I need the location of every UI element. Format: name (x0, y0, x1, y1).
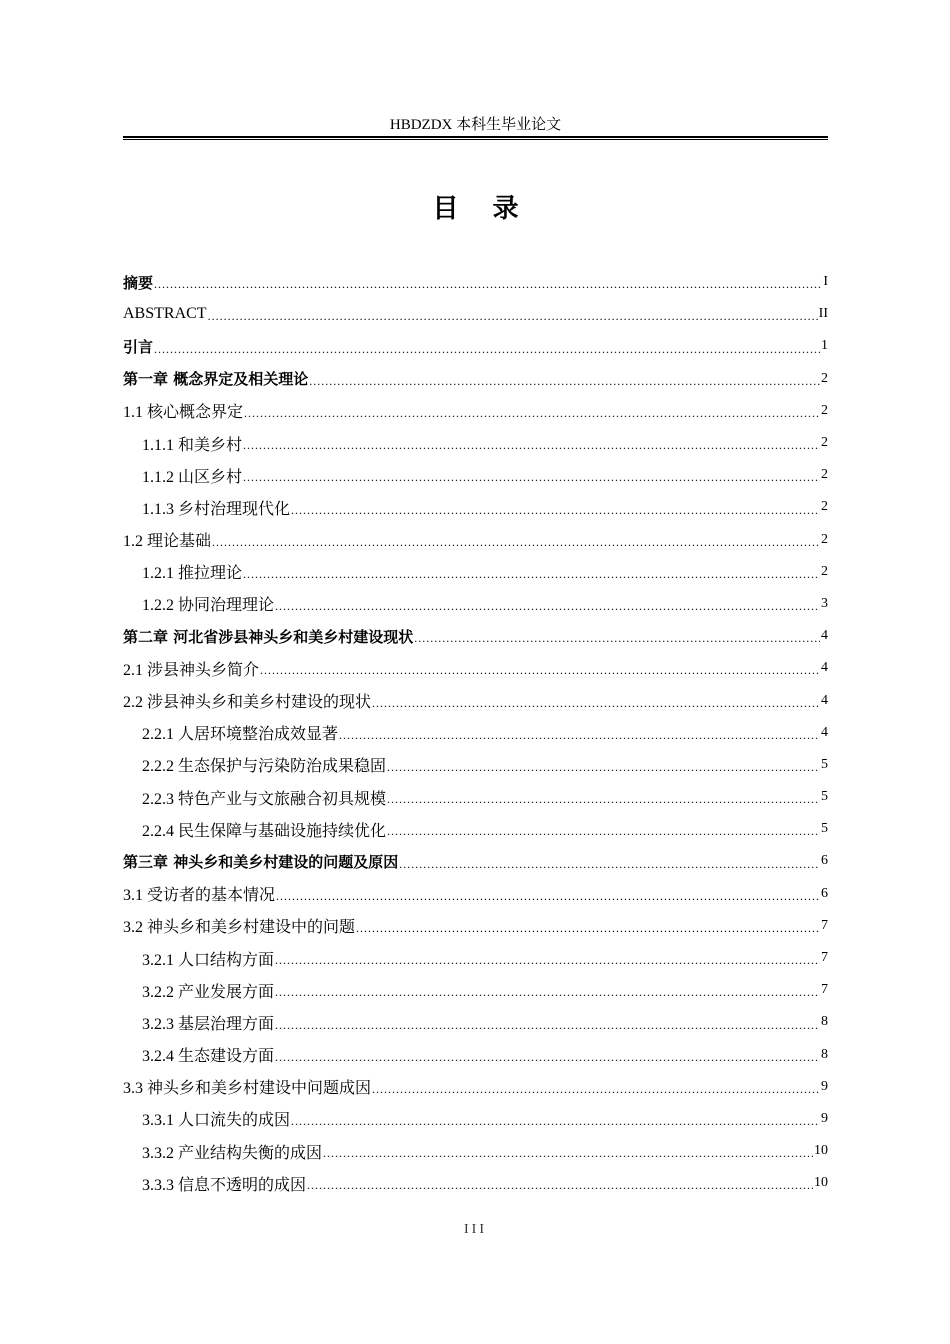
toc-entry-page: I (823, 274, 828, 290)
page-title-char-2: 录 (492, 194, 519, 224)
toc-entry[interactable] (123, 878, 828, 910)
toc-entry[interactable] (123, 620, 828, 652)
toc-entry-label: 3.2.1 人口结构方面 (142, 951, 275, 969)
toc-entry-page: 7 (821, 950, 828, 966)
toc-dot-leader (276, 890, 820, 910)
toc-dot-leader (307, 1179, 813, 1199)
toc-entry[interactable] (123, 491, 828, 523)
toc-entry-page: 3 (821, 595, 828, 611)
toc-dot-leader (275, 954, 820, 974)
toc-entry[interactable] (123, 395, 828, 427)
toc-dot-leader (291, 504, 820, 524)
toc-dot-leader (244, 407, 820, 427)
toc-entry-page: 9 (821, 1078, 828, 1094)
toc-entry-page: 10 (814, 1143, 828, 1159)
toc-dot-leader (291, 1115, 820, 1135)
toc-entry[interactable] (123, 330, 828, 362)
toc-entry[interactable] (123, 910, 828, 942)
toc-entry-label: 3.2.3 基层治理方面 (142, 1015, 275, 1033)
toc-dot-leader (154, 278, 822, 298)
toc-entry[interactable] (123, 1039, 828, 1071)
toc-entry-label: 2.2 涉县神头乡和美乡村建设的现状 (123, 694, 372, 712)
toc-entry-label: 1.1.3 乡村治理现代化 (142, 500, 291, 518)
toc-dot-leader (323, 1147, 813, 1167)
running-header: HBDZDX 本科生毕业论文 (389, 117, 562, 133)
toc-entry[interactable] (123, 298, 828, 330)
toc-entry-label: 1.1.2 山区乡村 (142, 468, 243, 486)
toc-entry[interactable] (123, 684, 828, 716)
toc-entry[interactable] (123, 459, 828, 491)
toc-entry-label: 摘要 (123, 273, 154, 292)
toc-entry-page: 4 (821, 628, 828, 644)
toc-entry[interactable] (123, 942, 828, 974)
toc-dot-leader (275, 986, 820, 1006)
toc-dot-leader (387, 761, 820, 781)
toc-entry[interactable] (123, 1071, 828, 1103)
toc-entry[interactable] (123, 749, 828, 781)
toc-entry[interactable] (123, 266, 828, 298)
toc-entry-label: ABSTRACT (123, 305, 207, 323)
toc-dot-leader (387, 825, 820, 845)
toc-entry-label: 3.2.2 产业发展方面 (142, 983, 275, 1001)
toc-entry[interactable] (123, 974, 828, 1006)
toc-entry-label: 2.1 涉县神头乡简介 (123, 661, 260, 679)
toc-dot-leader (275, 1051, 820, 1071)
toc-entry[interactable] (123, 781, 828, 813)
toc-dot-leader (243, 568, 820, 588)
toc-entry-page: 5 (821, 789, 828, 805)
toc-entry-page: 4 (821, 692, 828, 708)
page-title (123, 191, 828, 227)
toc-entry-page: 8 (821, 1046, 828, 1062)
toc-entry[interactable] (123, 1135, 828, 1167)
toc-entry[interactable] (123, 717, 828, 749)
toc-entry-label: 3.3.3 信息不透明的成因 (142, 1176, 307, 1194)
toc-entry-label: 2.2.4 民生保障与基础设施持续优化 (142, 822, 387, 840)
toc-dot-leader (243, 471, 820, 491)
toc-dot-leader (309, 375, 820, 395)
toc-entry[interactable] (123, 1103, 828, 1135)
toc-entry-page: 2 (821, 499, 828, 515)
page-number: III (464, 1222, 487, 1237)
toc-entry[interactable] (123, 652, 828, 684)
toc-entry[interactable] (123, 845, 828, 877)
toc-entry-page: 5 (821, 821, 828, 837)
toc-entry-page: 2 (821, 435, 828, 451)
toc-entry-page: 5 (821, 756, 828, 772)
toc-entry-page: 8 (821, 1014, 828, 1030)
toc-dot-leader (260, 664, 820, 684)
toc-entry-label: 1.2.1 推拉理论 (142, 565, 243, 583)
toc-entry-page: 2 (821, 563, 828, 579)
toc-dot-leader (372, 697, 820, 717)
toc-entry-label: 1.2 理论基础 (123, 533, 212, 551)
toc-dot-leader (243, 439, 820, 459)
toc-dot-leader (275, 600, 820, 620)
toc-dot-leader (387, 793, 820, 813)
toc-entry-label: 1.1 核心概念界定 (123, 404, 244, 422)
toc-dot-leader (356, 922, 820, 942)
toc-entry-page: 7 (821, 917, 828, 933)
toc-entry-page: 6 (821, 885, 828, 901)
toc-entry-label: 第二章 河北省涉县神头乡和美乡村建设现状 (123, 627, 414, 646)
toc-entry[interactable] (123, 524, 828, 556)
toc-entry-label: 第三章 神头乡和美乡村建设的问题及原因 (123, 852, 399, 871)
toc-entry-page: 9 (821, 1110, 828, 1126)
toc-entry[interactable] (123, 813, 828, 845)
toc-entry[interactable] (123, 588, 828, 620)
toc-entry-page: II (818, 306, 828, 322)
toc-dot-leader (154, 343, 820, 363)
table-of-contents (123, 266, 828, 1199)
toc-entry-page: 4 (821, 724, 828, 740)
toc-dot-leader (339, 729, 820, 749)
toc-entry-label: 3.2.4 生态建设方面 (142, 1048, 275, 1066)
toc-entry-label: 1.2.2 协同治理理论 (142, 597, 275, 615)
page-title-char-1: 目 (432, 194, 459, 224)
header-rule (123, 136, 828, 140)
toc-entry[interactable] (123, 427, 828, 459)
toc-entry-page: 2 (821, 402, 828, 418)
toc-dot-leader (212, 536, 820, 556)
toc-entry[interactable] (123, 363, 828, 395)
toc-dot-leader (275, 1019, 820, 1039)
toc-entry-label: 2.2.1 人居环境整治成效显著 (142, 726, 339, 744)
toc-entry-label: 1.1.1 和美乡村 (142, 436, 243, 454)
toc-entry-label: 第一章 概念界定及相关理论 (123, 370, 309, 389)
toc-entry-label: 3.3.2 产业结构失衡的成因 (142, 1144, 323, 1162)
toc-entry-page: 6 (821, 853, 828, 869)
toc-entry-label: 3.1 受访者的基本情况 (123, 887, 276, 905)
toc-entry-label: 引言 (123, 337, 154, 356)
toc-entry-page: 1 (821, 338, 828, 354)
toc-entry-page: 2 (821, 531, 828, 547)
toc-entry-page: 4 (821, 660, 828, 676)
toc-entry[interactable] (123, 556, 828, 588)
toc-entry-page: 10 (814, 1175, 828, 1191)
toc-dot-leader (399, 858, 820, 878)
toc-entry[interactable] (123, 1167, 828, 1199)
toc-dot-leader (208, 310, 818, 330)
toc-entry-label: 3.2 神头乡和美乡村建设中的问题 (123, 919, 356, 937)
toc-entry-label: 2.2.3 特色产业与文旅融合初具规模 (142, 790, 387, 808)
toc-entry-label: 3.3.1 人口流失的成因 (142, 1112, 291, 1130)
toc-dot-leader (414, 632, 820, 652)
toc-entry-page: 2 (821, 370, 828, 386)
toc-entry[interactable] (123, 1006, 828, 1038)
toc-entry-label: 3.3 神头乡和美乡村建设中问题成因 (123, 1080, 372, 1098)
toc-entry-page: 2 (821, 467, 828, 483)
toc-entry-page: 7 (821, 982, 828, 998)
toc-dot-leader (372, 1083, 820, 1103)
toc-entry-label: 2.2.2 生态保护与污染防治成果稳固 (142, 758, 387, 776)
